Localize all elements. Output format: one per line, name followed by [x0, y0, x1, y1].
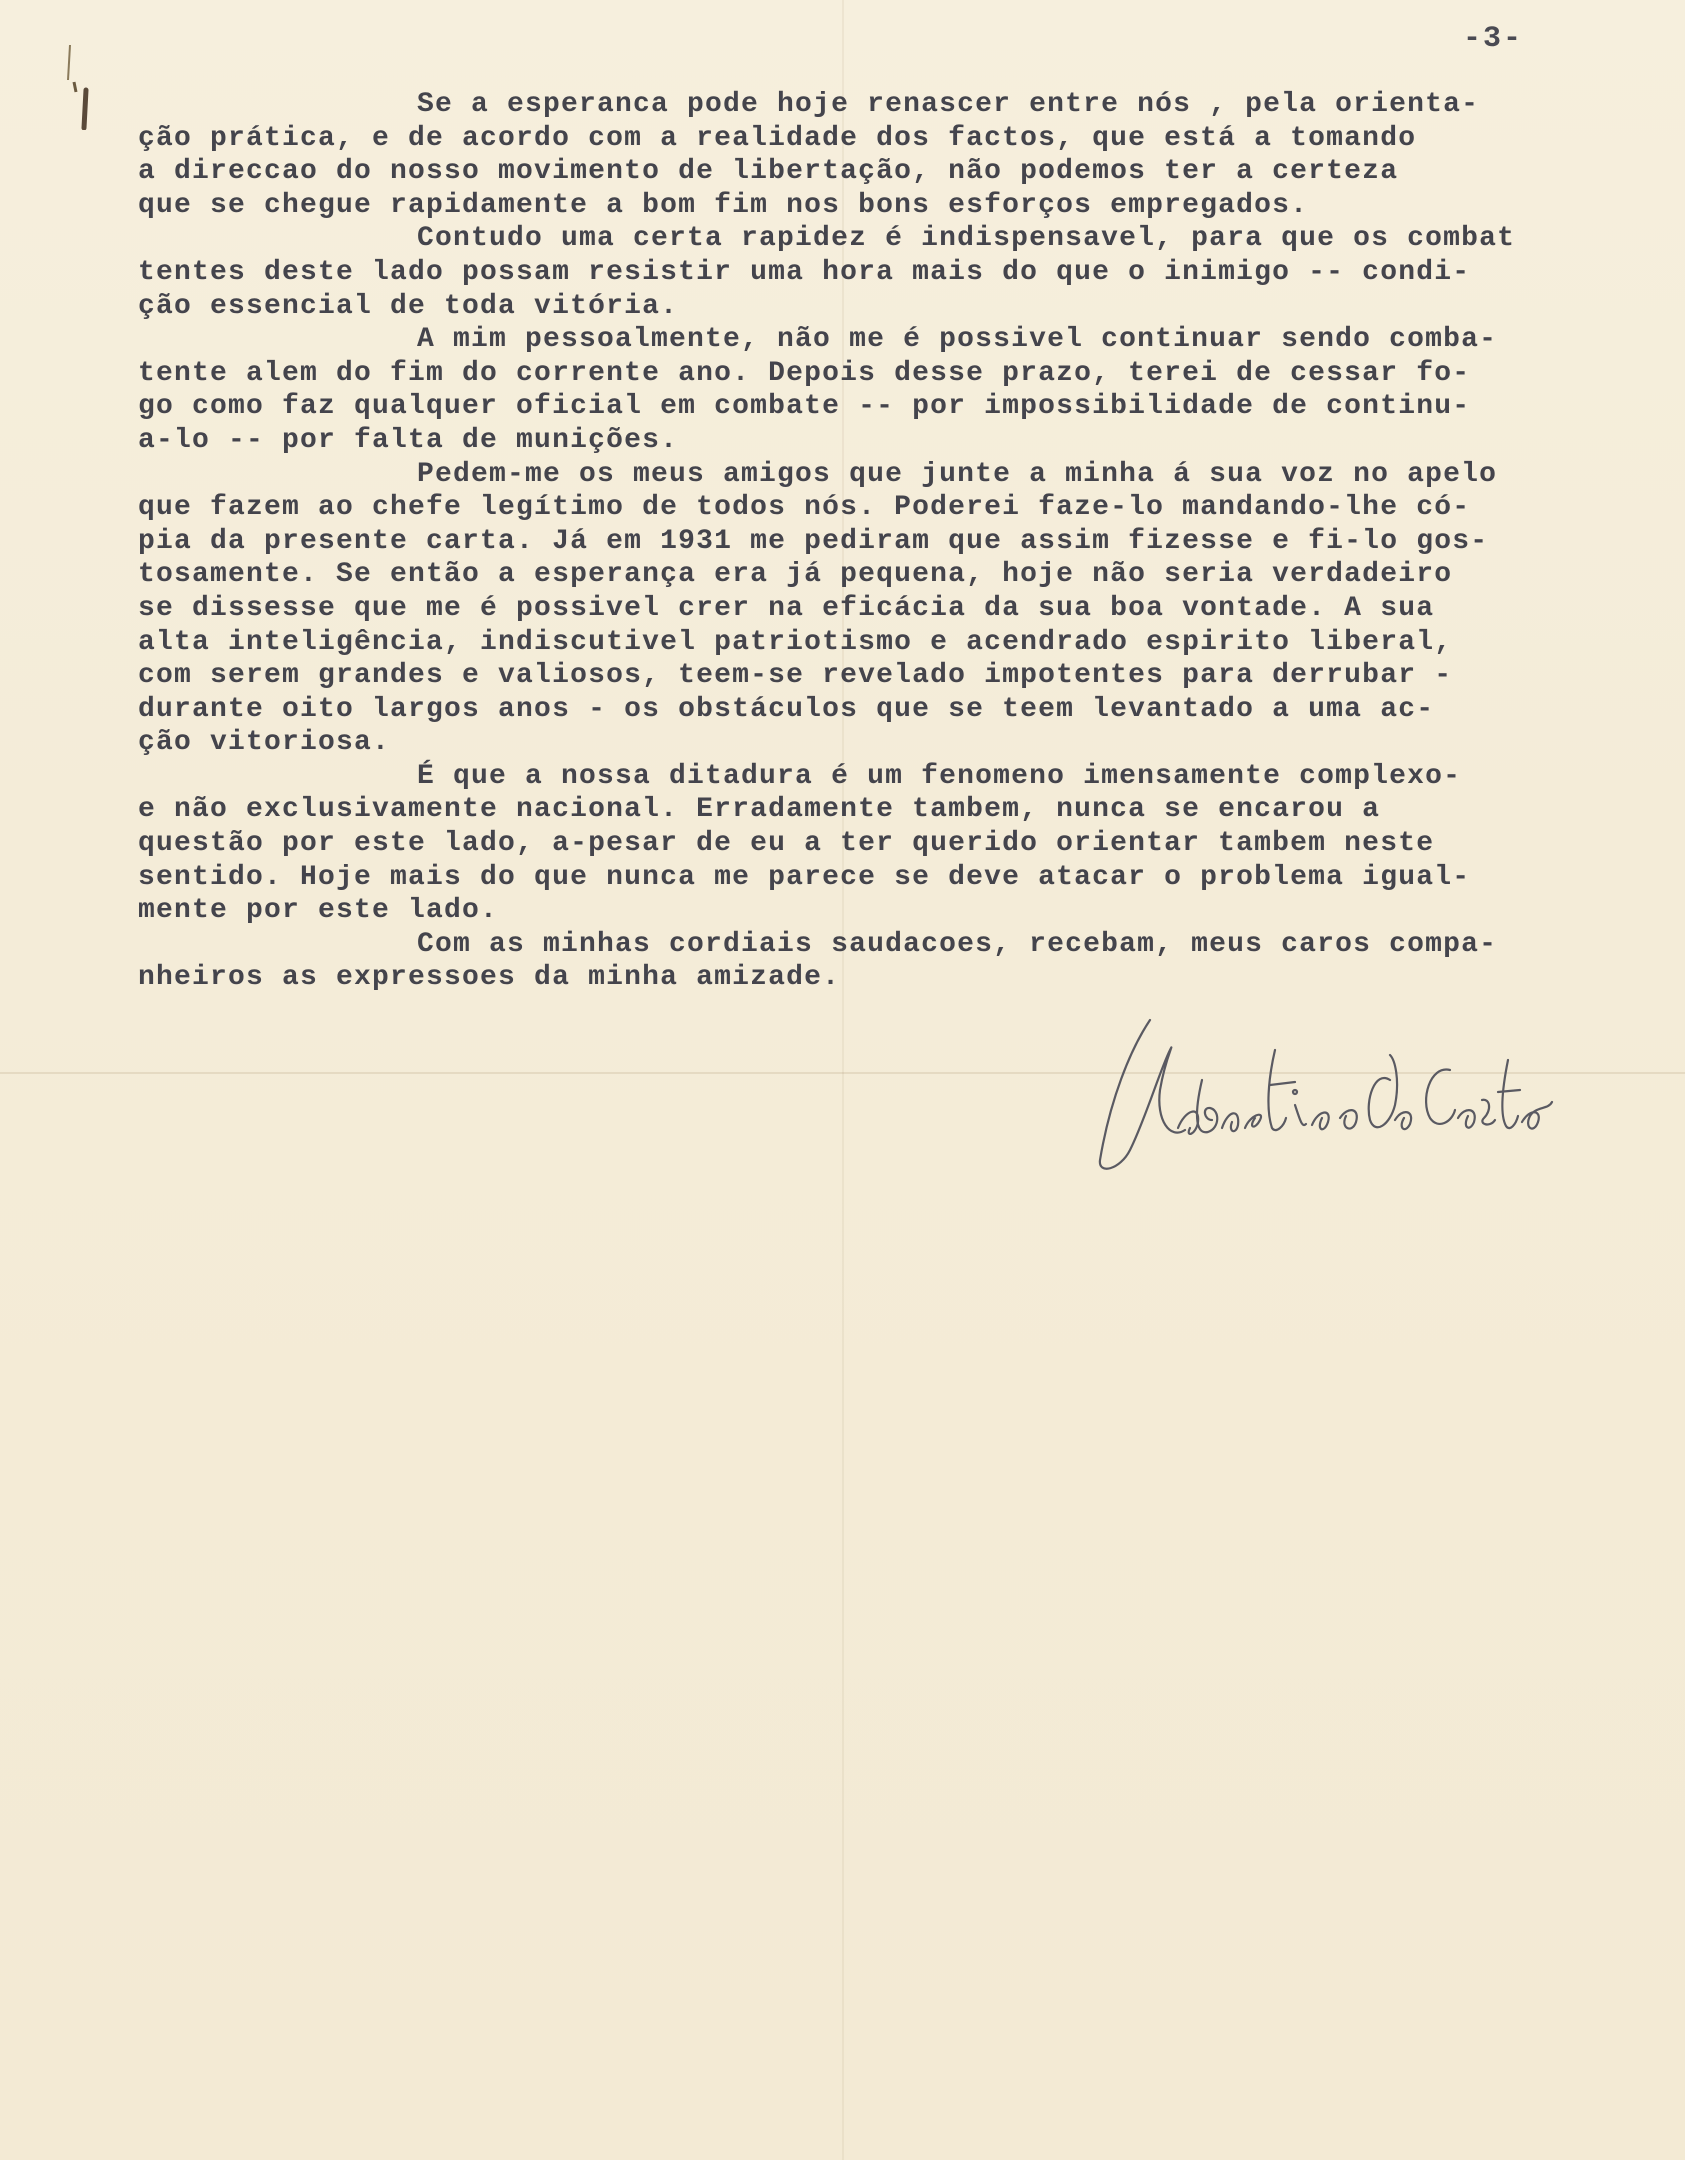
letter-line: alta inteligência, indiscutivel patriotismo e acendrado espirito liberal, — [138, 626, 1453, 658]
letter-line: e não exclusivamente nacional. Erradamente tambem, nunca se encarou a — [138, 794, 1381, 826]
page-number: -3- — [1462, 22, 1523, 56]
letter-line: tentes deste lado possam resistir uma hora mais do que o inimigo -- condi- — [138, 256, 1471, 288]
letter-line: tosamente. Se então a esperança era já pequena, hoje não seria verdadeiro — [138, 559, 1453, 591]
letter-line: A mim pessoalmente, não me é possivel continuar sendo comba- — [417, 324, 1498, 356]
letter-line: nheiros as expressoes da minha amizade. — [138, 962, 841, 994]
letter-line: durante oito largos anos - os obstáculos que se teem levantado a uma ac- — [138, 693, 1435, 725]
letter-line: go como faz qualquer oficial em combate -- por impossibilidade de continu- — [138, 391, 1471, 423]
letter-line: com serem grandes e valiosos, teem-se revelado impotentes para derrubar - — [138, 660, 1453, 692]
handwritten-signature — [1090, 1010, 1570, 1200]
letter-line: questão por este lado, a-pesar de eu a ter querido orientar tambem neste — [138, 828, 1435, 860]
letter-line: tente alem do fim do corrente ano. Depois desse prazo, terei de cessar fo- — [138, 357, 1471, 389]
letter-line: Contudo uma certa rapidez é indispensavel, para que os combat — [417, 223, 1516, 255]
letter-line: pia da presente carta. Já em 1931 me pediram que assim fizesse e fi-lo gos- — [138, 525, 1489, 557]
letter-body — [138, 88, 1618, 995]
letter-line: ção vitoriosa. — [138, 727, 391, 759]
letter-line: a direccao do nosso movimento de libertação, não podemos ter a certeza — [138, 156, 1399, 188]
letter-line: ção prática, e de acordo com a realidade dos factos, que está a tomando — [138, 122, 1417, 154]
letter-line: Com as minhas cordiais saudacoes, recebam, meus caros compa- — [417, 928, 1498, 960]
letter-line: ção essencial de toda vitória. — [138, 290, 679, 322]
letter-line: Se a esperanca pode hoje renascer entre nós , pela orienta- — [417, 89, 1480, 120]
letter-line: Pedem-me os meus amigos que junte a minha á sua voz no apelo — [417, 458, 1498, 490]
margin-pencil-mark — [62, 40, 102, 130]
letter-line: sentido. Hoje mais do que nunca me parece se deve atacar o problema igual- — [138, 861, 1471, 893]
letter-line: a-lo -- por falta de munições. — [138, 424, 679, 456]
letter-line: que fazem ao chefe legítimo de todos nós. Poderei faze-lo mandando-lhe có- — [138, 492, 1471, 524]
letter-line: se dissesse que me é possivel crer na eficácia da sua boa vontade. A sua — [138, 592, 1435, 624]
letter-line: É que a nossa ditadura é um fenomeno imensamente complexo- — [417, 760, 1462, 792]
letter-line: que se chegue rapidamente a bom fim nos bons esforços empregados. — [138, 189, 1309, 221]
letter-line: mente por este lado. — [138, 895, 499, 927]
